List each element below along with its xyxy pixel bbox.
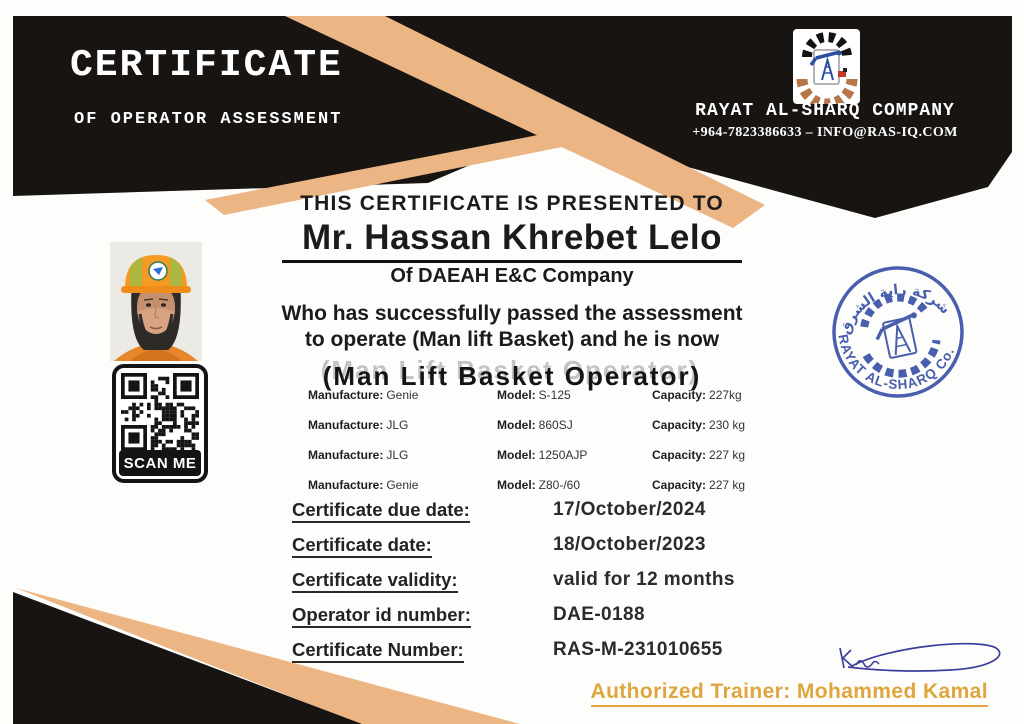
certificate-title: CERTIFICATE <box>70 44 343 87</box>
manufacture-value: JLG <box>386 418 409 432</box>
model-value: S-125 <box>538 388 571 402</box>
capacity-label: Capacity: <box>652 388 707 402</box>
model-label: Model: <box>497 448 536 462</box>
field-label: Certificate due date: <box>292 499 553 521</box>
stamp-seal <box>815 249 981 415</box>
authorized-trainer: Authorized Trainer: Mohammed Kamal <box>591 680 989 707</box>
trainer-signature <box>800 626 1012 684</box>
presented-to-line: THIS CERTIFICATE IS PRESENTED TO <box>300 192 724 215</box>
table-row <box>300 388 750 418</box>
operator-company: Of DAEAH E&C Company <box>390 265 634 287</box>
manufacture-value: Genie <box>386 388 419 402</box>
company-stamp <box>815 249 981 415</box>
worker-portrait <box>110 242 202 361</box>
model-value: Z80-/60 <box>538 478 581 492</box>
manufacture-value: JLG <box>386 448 409 462</box>
qr-code-frame <box>112 364 208 483</box>
model-value: 860SJ <box>538 418 573 432</box>
field-value: DAE-0188 <box>553 604 645 625</box>
manufacture-label: Manufacture: <box>308 388 384 402</box>
manufacture-label: Manufacture: <box>308 478 384 492</box>
table-row <box>300 418 750 448</box>
field-label: Certificate date: <box>292 534 553 556</box>
qr-scan-label: SCAN ME <box>119 450 201 476</box>
capacity-label: Capacity: <box>652 478 707 492</box>
capacity-value: 227 kg <box>709 448 746 462</box>
operator-photo <box>110 242 202 361</box>
capacity-label: Capacity: <box>652 418 707 432</box>
model-value: 1250AJP <box>538 448 588 462</box>
company-name: RAYAT AL-SHARQ COMPANY <box>695 101 955 121</box>
operator-name: Mr. Hassan Khrebet Lelo <box>282 218 742 263</box>
assessment-statement <box>281 301 742 353</box>
capacity-value: 227 kg <box>709 478 746 492</box>
field-row <box>292 569 735 604</box>
presentation-block <box>150 192 874 392</box>
manufacture-value: Genie <box>386 478 419 492</box>
company-logo <box>793 29 860 104</box>
model-label: Model: <box>497 388 536 402</box>
field-value: 18/October/2023 <box>553 534 706 555</box>
field-row <box>292 639 735 674</box>
field-row <box>292 534 735 569</box>
stamp-latin-text: RAYAT AL-SHARQ Co. <box>835 332 958 393</box>
field-label: Certificate Number: <box>292 639 553 661</box>
capacity-value: 230 kg <box>709 418 746 432</box>
role-title: (Man Lift Basket Operator) <box>322 361 702 391</box>
assessment-line-2: to operate (Man lift Basket) and he is now <box>304 328 720 351</box>
field-value: 17/October/2024 <box>553 499 706 520</box>
capacity-value: 227kg <box>709 388 742 402</box>
assessment-line-1: Who has successfully passed the assessment <box>281 302 743 325</box>
model-label: Model: <box>497 478 536 492</box>
manufacture-label: Manufacture: <box>308 448 384 462</box>
capacity-label: Capacity: <box>652 448 707 462</box>
field-value: RAS-M-231010655 <box>553 639 723 660</box>
stamp-arabic-text: شركة راية الشرق <box>837 281 953 337</box>
field-row <box>292 499 735 534</box>
field-row <box>292 604 735 639</box>
qr-code <box>121 373 199 451</box>
field-label: Certificate validity: <box>292 569 553 591</box>
certificate-fields <box>292 499 735 674</box>
table-row <box>300 448 750 478</box>
field-label: Operator id number: <box>292 604 553 626</box>
field-value: valid for 12 months <box>553 569 735 590</box>
header-right <box>655 101 995 141</box>
company-contact: +964-7823386633 – INFO@RAS-IQ.COM <box>692 125 958 140</box>
equipment-table <box>300 388 750 508</box>
certificate-subtitle: OF OPERATOR ASSESSMENT <box>74 110 343 129</box>
model-label: Model: <box>497 418 536 432</box>
manufacture-label: Manufacture: <box>308 418 384 432</box>
gear-pumpjack-icon <box>793 29 860 104</box>
